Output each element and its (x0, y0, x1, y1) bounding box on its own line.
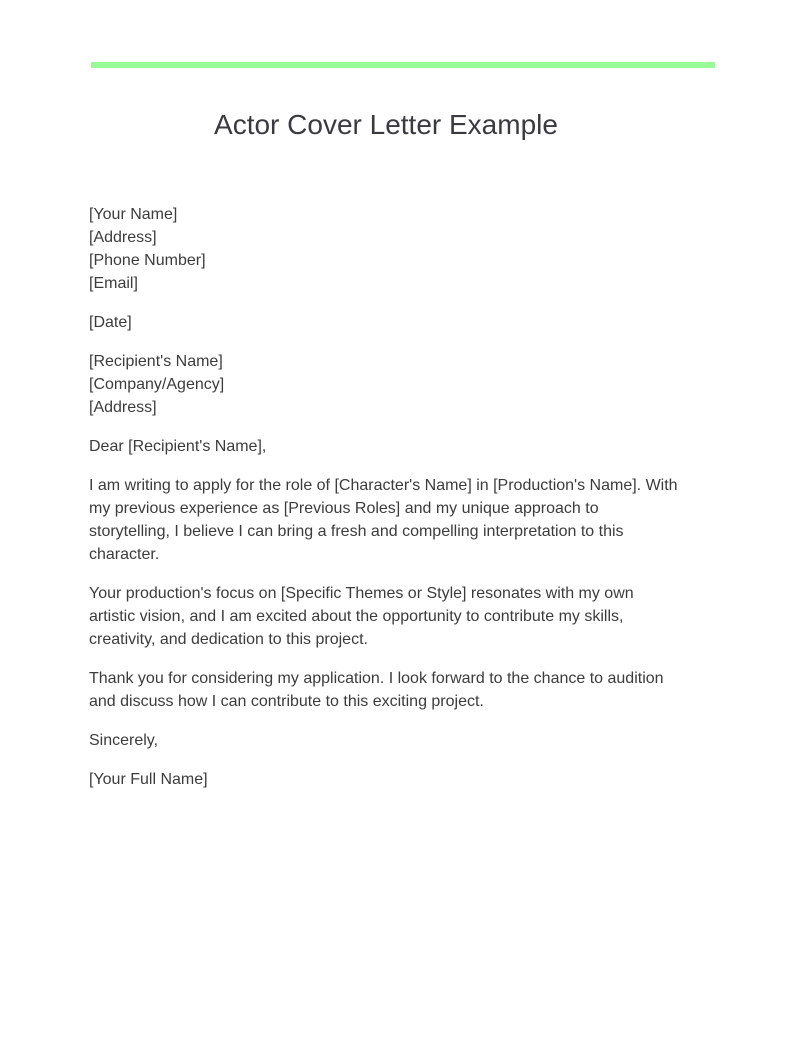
page-title: Actor Cover Letter Example (214, 109, 558, 140)
paragraph-line: artistic vision, and I am excited about the opportunity to contribute my skills, (89, 608, 624, 625)
paragraph-line: Your production's focus on [Specific Themes or Style] resonates with my own (89, 585, 634, 602)
salutation-block (89, 435, 689, 458)
closing-block (89, 729, 689, 752)
recipient-block (89, 350, 689, 419)
paragraph-thanks (89, 667, 689, 713)
signature-block (89, 768, 689, 791)
sender-address: [Address] (89, 229, 157, 246)
paragraph-intro (89, 474, 689, 566)
paragraph-vision (89, 582, 689, 651)
recipient-name: [Recipient's Name] (89, 353, 223, 370)
letter-date: [Date] (89, 314, 132, 331)
paragraph-line: Thank you for considering my application. I look forward to the chance to audition (89, 670, 664, 687)
paragraph-line: creativity, and dedication to this project. (89, 631, 368, 648)
paragraph-line: my previous experience as [Previous Roles] and my unique approach to (89, 500, 599, 517)
sender-name: [Your Name] (89, 206, 178, 223)
letter-body (89, 203, 689, 807)
paragraph-line: and discuss how I can contribute to this exciting project. (89, 693, 484, 710)
signature: [Your Full Name] (89, 771, 208, 788)
paragraph-line: storytelling, I believe I can bring a fresh and compelling interpretation to this (89, 523, 624, 540)
closing: Sincerely, (89, 732, 159, 749)
paragraph-line: I am writing to apply for the role of [Character's Name] in [Production's Name]. With (89, 477, 678, 494)
date-block (89, 311, 689, 334)
paragraph-line: character. (89, 546, 160, 563)
recipient-company: [Company/Agency] (89, 376, 225, 393)
sender-email: [Email] (89, 275, 138, 292)
sender-block (89, 203, 689, 295)
recipient-address: [Address] (89, 399, 157, 416)
salutation: Dear [Recipient's Name], (89, 438, 267, 455)
accent-bar (91, 62, 715, 68)
sender-phone: [Phone Number] (89, 252, 206, 269)
